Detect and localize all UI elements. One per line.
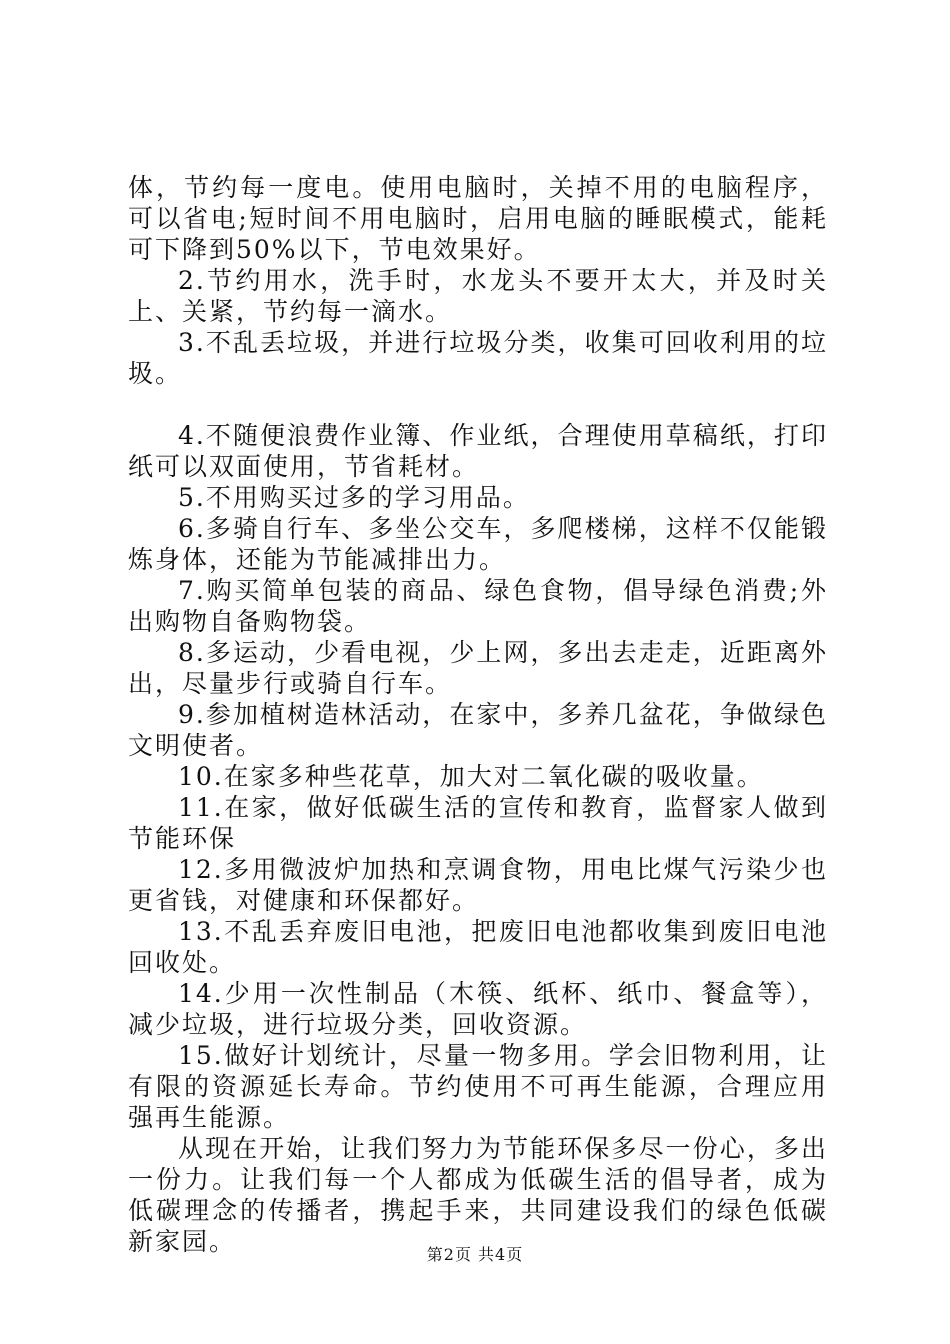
list-item-6: 6.多骑自行车、多坐公交车，多爬楼梯，这样不仅能锻炼身体，还能为节能减排出力。 [128, 514, 828, 574]
list-item-12: 12.多用微波炉加热和烹调食物，用电比煤气污染少也更省钱，对健康和环保都好。 [128, 855, 828, 915]
list-item-11: 11.在家，做好低碳生活的宣传和教育，监督家人做到节能环保 [128, 793, 828, 853]
list-item-13: 13.不乱丢弃废旧电池，把废旧电池都收集到废旧电池回收处。 [128, 917, 828, 977]
list-item-7: 7.购买简单包装的商品、绿色食物，倡导绿色消费;外出购物自备购物袋。 [128, 576, 828, 636]
paragraph-continuation: 体，节约每一度电。使用电脑时，关掉不用的电脑程序，可以省电;短时间不用电脑时，启用电脑的睡眠模式，能耗可下降到50%以下，节电效果好。 [128, 173, 828, 264]
list-item-9: 9.参加植树造林活动，在家中，多养几盆花，争做绿色文明使者。 [128, 700, 828, 760]
list-item-3: 3.不乱丢垃圾，并进行垃圾分类，收集可回收利用的垃圾。 [128, 328, 828, 388]
closing-paragraph: 从现在开始，让我们努力为节能环保多尽一份心，多出一份力。让我们每一个人都成为低碳生活的倡导者，成为低碳理念的传播者，携起手来，共同建设我们的绿色低碳新家园。 [128, 1134, 828, 1256]
list-item-2: 2.节约用水，洗手时，水龙头不要开太大，并及时关上、关紧，节约每一滴水。 [128, 266, 828, 326]
list-item-5: 5.不用购买过多的学习用品。 [178, 483, 530, 512]
page-footer [0, 1245, 950, 1265]
list-item-15: 15.做好计划统计，尽量一物多用。学会旧物利用，让有限的资源延长寿命。节约使用不可再生能源，合理应用强再生能源。 [128, 1041, 828, 1132]
list-item-8: 8.多运动，少看电视，少上网，多出去走走，近距离外出，尽量步行或骑自行车。 [128, 638, 828, 698]
document-body [128, 172, 828, 1257]
list-item-14: 14.少用一次性制品（木筷、纸杯、纸巾、餐盒等），减少垃圾，进行垃圾分类，回收资源。 [128, 979, 828, 1039]
list-item-10: 10.在家多种些花草，加大对二氧化碳的吸收量。 [178, 762, 764, 791]
list-item-4: 4.不随便浪费作业簿、作业纸，合理使用草稿纸，打印纸可以双面使用，节省耗材。 [128, 421, 828, 481]
page-number: 第2页 共4页 [426, 1245, 524, 1264]
